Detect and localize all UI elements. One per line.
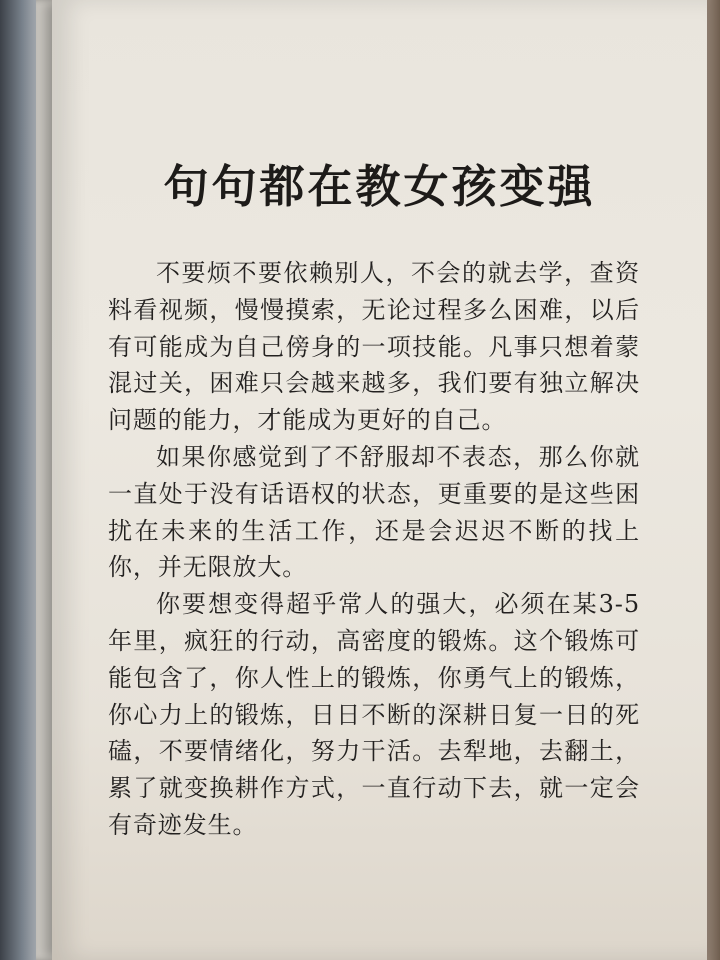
page-title: 句句都在教女孩变强 (163, 160, 596, 213)
body-text (108, 255, 640, 844)
paragraph-1: 不要烦不要依赖别人，不会的就去学，查资料看视频，慢慢摸索，无论过程多么困难，以后有可能成为自己傍身的一项技能。凡事只想着蒙混过关，困难只会越来越多，我们要有独立解决问题的能力，才能成为更好的自己。 (108, 259, 640, 435)
paragraph-2: 如果你感觉到了不舒服却不表态，那么你就一直处于没有话语权的状态，更重要的是这些困扰在未来的生活工作，还是会迟迟不断的找上你，并无限放大。 (108, 442, 640, 582)
paragraph-3: 你要想变得超乎常人的强大，必须在某3-5年里，疯狂的行动，高密度的锻炼。这个锻炼可能包含了，你人性上的锻炼，你勇气上的锻炼，你心力上的锻炼，日日不断的深耕日复一日的死磕，不要情绪化，努力干活。去犁地，去翻土，累了就变换耕作方式，一直行动下去，就一定会有奇迹发生。 (108, 590, 640, 839)
